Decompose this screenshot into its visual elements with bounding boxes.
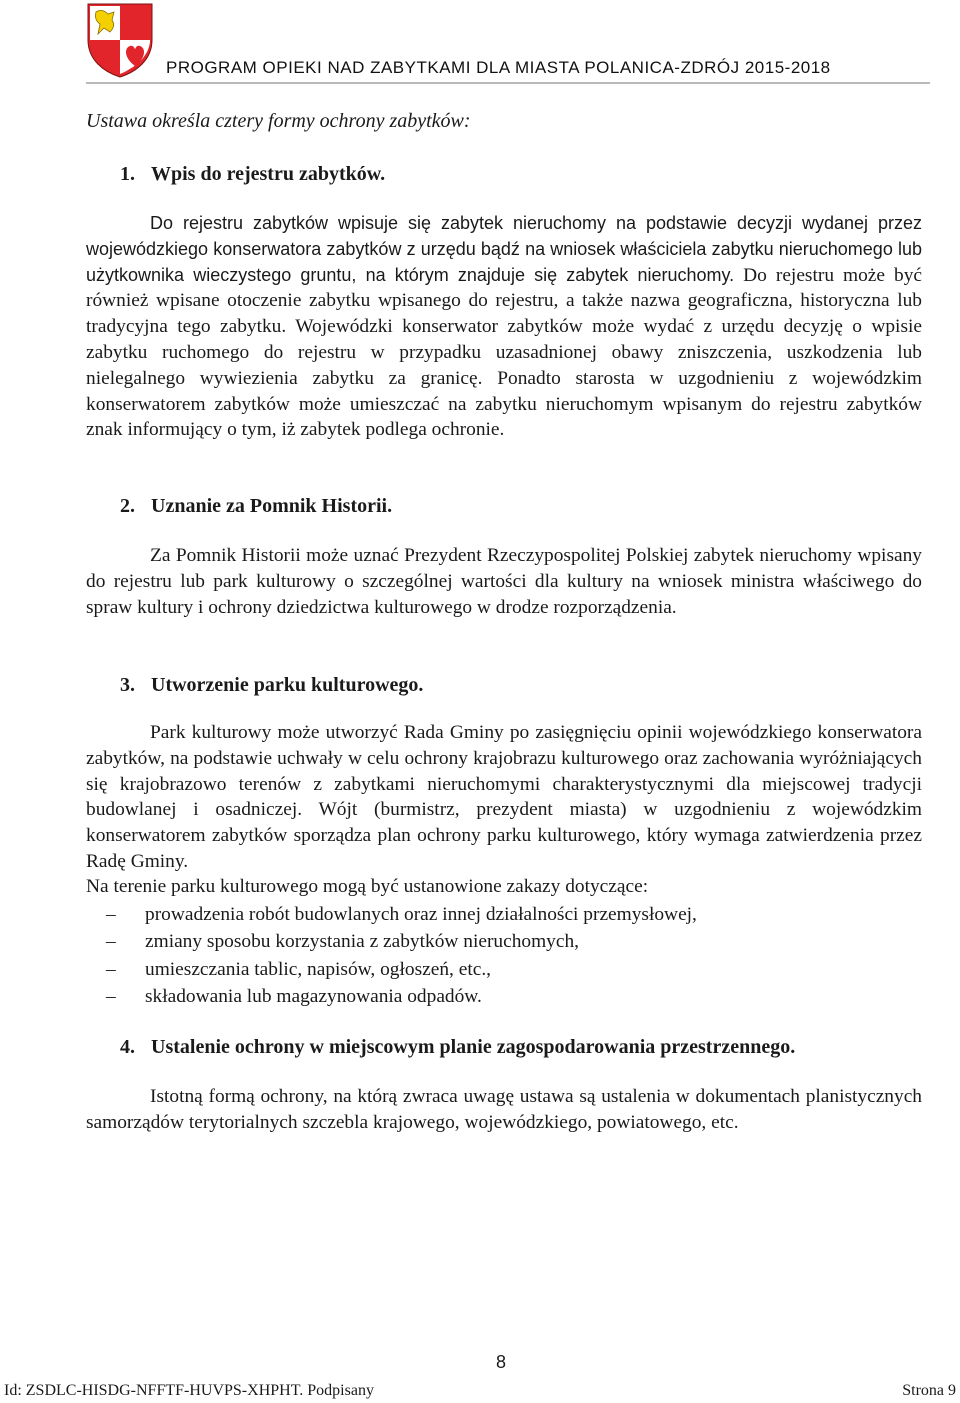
section-title: Wpis do rejestru zabytków. <box>151 163 386 185</box>
header-divider <box>86 82 930 84</box>
section-2-paragraph: Za Pomnik Historii może uznać Prezydent Rzeczypospolitej Polskiej zabytek nieruchomy wpisany do rejestru lub park kulturowy o szczególnej wartości dla kultury na wniosek ministra właściwego do spraw kultury i ochrony dziedzictwa kulturowego w drodze rozporządzenia. <box>86 545 922 618</box>
list-item <box>106 957 906 984</box>
section-heading-4 <box>120 1036 795 1059</box>
list-item <box>106 984 906 1011</box>
section-number: 1. <box>120 163 135 185</box>
page-number: 8 <box>496 1352 507 1372</box>
section-heading-1 <box>120 163 385 186</box>
section-title: Uznanie za Pomnik Historii. <box>151 495 393 517</box>
list-item-text: prowadzenia robót budowlanych oraz innej działalności przemysłowej, <box>145 904 697 925</box>
section-number: 4. <box>120 1036 135 1058</box>
list-item-text: składowania lub magazynowania odpadów. <box>145 985 482 1007</box>
list-dash: – <box>106 931 116 953</box>
coat-of-arms-icon <box>86 2 154 78</box>
list-item <box>106 929 906 956</box>
prohibitions-list <box>106 902 906 1011</box>
section-4-paragraph: Istotną formą ochrony, na którą zwraca uwagę ustawa są ustalenia w dokumentach planistycznych samorządów terytorialnych szczebla krajowego, wojewódzkiego, powiatowego, etc. <box>86 1086 922 1133</box>
section-title: Utworzenie parku kulturowego. <box>151 674 424 696</box>
footer-document-id: Id: ZSDLC-HISDG-NFFTF-HUVPS-XHPHT. Podpisany <box>4 1382 374 1399</box>
section-number: 2. <box>120 495 135 517</box>
section-3-list-intro: Na terenie parku kulturowego mogą być ustanowione zakazy dotyczące: <box>86 876 649 897</box>
footer-page-label: Strona 9 <box>902 1382 956 1399</box>
paragraph-text-serif: Do rejestru może być również wpisane otoczenie zabytku wpisanego do rejestru, a także nazwa geograficzna, historyczna lub tradycyjna tego zabytku. Wojewódzki konserwator zabytków może wydać z urzędu decyzję o wpisie zabytku ruchomego do rejestru w przypadku uzasadnionej obawy zniszczenia, uszkodzenia lub nielegalnego wywiezienia zabytku za granicę. Ponadto starosta w uzgodnieniu z wojewódzkim konserwatorem zabytków może umieszczać na zabytku nieruchomym wpisanym do rejestru zabytków znak informujący o tym, iż zabytek podlega ochronie. <box>86 264 922 441</box>
document-header-title: PROGRAM OPIEKI NAD ZABYTKAMI DLA MIASTA POLANICA-ZDRÓJ 2015-2018 <box>166 58 831 77</box>
section-3-paragraph: Park kulturowy może utworzyć Rada Gminy po zasięgnięciu opinii wojewódzkiego konserwatora zabytków, na podstawie uchwały w celu ochrony krajobrazu kulturowego oraz zachowania wyróżniających się krajobrazowo terenów z zabytkami nieruchomymi charakterystycznymi dla miejscowej tradycji budowlanej i osadniczej. Wójt (burmistrz, prezydent miasta) w uzgodnieniu z wojewódzkim konserwatorem zabytków sporządza plan ochrony parku kulturowego, który wymaga zatwierdzenia przez Radę Gminy. <box>86 722 922 872</box>
intro-text: Ustawa określa cztery formy ochrony zabytków: <box>86 110 471 132</box>
list-dash: – <box>106 958 116 980</box>
list-item <box>106 902 906 929</box>
section-1-paragraph <box>86 211 922 443</box>
page-header <box>0 0 960 100</box>
list-item-text: zmiany sposobu korzystania z zabytków nieruchomych, <box>145 931 580 953</box>
section-number: 3. <box>120 674 135 696</box>
paragraph-text-sans: Do rejestru zabytków wpisuje się zabytek nieruchomy na podstawie decyzji wydanej przez wojewódzkiego konserwatora zabytków z urzędu bądź na wniosek właściciela zabytku nieruchomego lub użytkownika wieczystego gruntu, na którym znajduje się zabytek nieruchomy. <box>86 213 922 285</box>
list-item-text: umieszczania tablic, napisów, ogłoszeń, etc., <box>145 958 492 980</box>
section-title: Ustalenie ochrony w miejscowym planie zagospodarowania przestrzennego. <box>151 1036 796 1058</box>
list-dash: – <box>106 904 116 925</box>
section-heading-3 <box>120 674 423 697</box>
list-dash: – <box>106 985 116 1007</box>
section-heading-2 <box>120 495 392 518</box>
